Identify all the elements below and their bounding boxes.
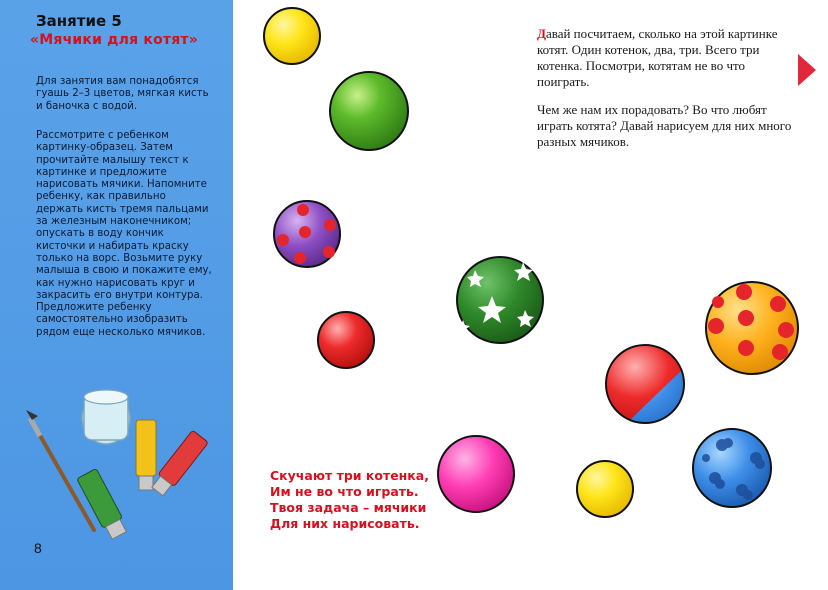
poem-line: Для них нарисовать. xyxy=(270,516,420,531)
yellow-ball-icon xyxy=(264,8,320,64)
story-paragraph-2: Чем же нам их порадовать? Во что любят играть котята? Давай нарисуем для них много разных мячиков. xyxy=(537,102,792,149)
red-ball-icon xyxy=(318,312,374,368)
poem-line: Скучают три котенка, xyxy=(270,468,429,483)
poem-line: Им не во что играть. xyxy=(270,484,419,499)
pink-ball-icon xyxy=(438,436,514,512)
green-ball-icon xyxy=(330,72,408,150)
instructions-text: Рассмотрите с ребенком картинку-образец. Затем прочитайте малышу текст к картинке и предложите нарисовать мячики. Напомните ребенку, как правильно держать кисть тремя пальцами за железным наконечником; опускать в воду кончик кисточки и набирать краску только на ворс. Возьмите руку малыша в свою и покажите ему, как нужно нарисовать круг и закрасить его внутри контура. Предложите ребенку самостоятельно изобразить рядом еще несколько мячиков. xyxy=(36,130,212,338)
page-number: 8 xyxy=(34,540,42,556)
purple-dotted-ball-icon xyxy=(274,201,340,267)
story-paragraph-1 xyxy=(537,26,797,90)
blue-spotted-ball-icon xyxy=(693,429,771,507)
materials-text: Для занятия вам понадобятся гуашь 2–3 цветов, мягкая кисть и баночка с водой. xyxy=(36,76,209,112)
lesson-title: «Мячики для котят» xyxy=(30,32,198,48)
story-paragraph-1-text: авай посчитаем, сколько на этой картинке котят. Один котенок, два, три. Всего три котенка. Посмотри, котятам не во что поиграть. xyxy=(537,26,778,89)
drop-cap: Д xyxy=(537,26,546,41)
next-page-arrow-icon[interactable] xyxy=(798,54,816,86)
poem-line: Твоя задача – мячики xyxy=(270,500,427,515)
yellow-small-ball-icon xyxy=(577,461,633,517)
poem xyxy=(270,468,429,532)
story-text xyxy=(537,26,797,162)
red-blue-ball-icon xyxy=(600,340,700,440)
orange-dotted-ball-icon xyxy=(706,282,798,374)
lesson-number: Занятие 5 xyxy=(36,12,122,30)
green-star-ball-icon xyxy=(456,257,543,343)
